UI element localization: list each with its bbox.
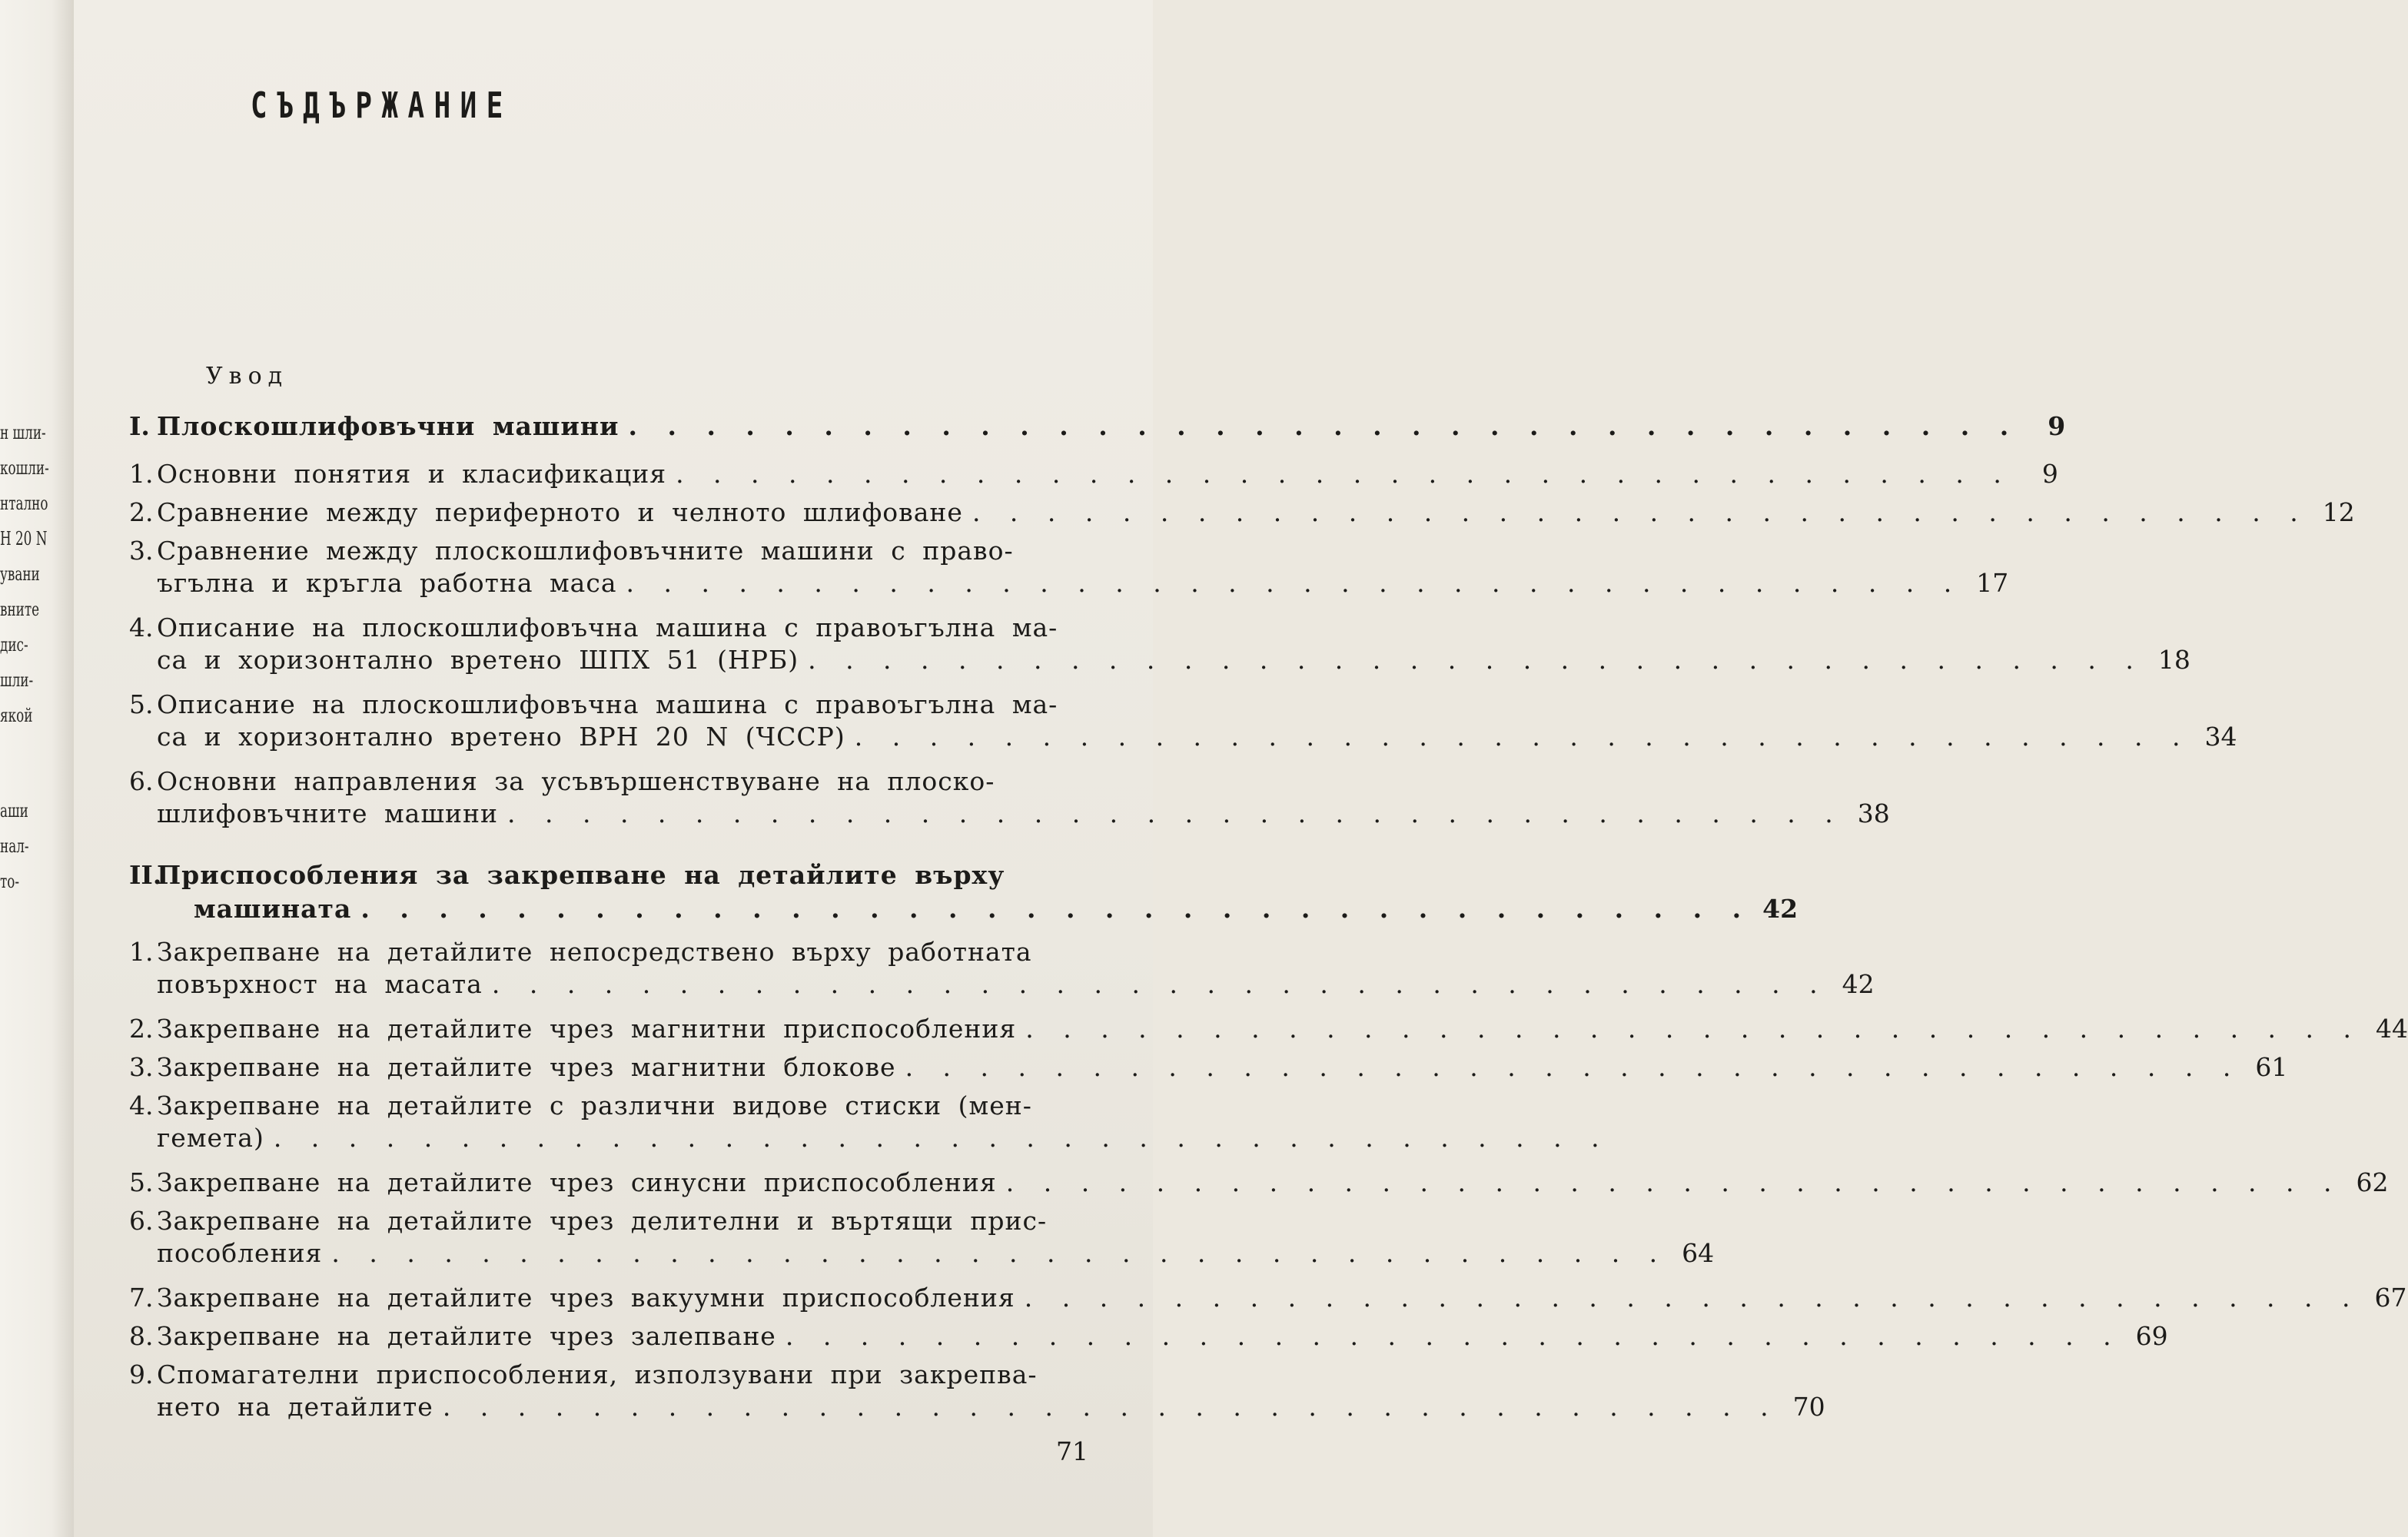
page-number: 62 (2356, 1167, 2389, 1197)
previous-page-fragments (0, 415, 61, 899)
toc-entry (129, 1167, 2389, 1197)
toc-entry (129, 612, 1088, 642)
entry-title: машината (194, 894, 352, 924)
fragment: кошли- (0, 457, 49, 479)
page-number: 64 (1682, 1238, 1715, 1268)
entry-title: Закрепване на детайлите чрез магнитни блокове (157, 1052, 896, 1082)
trailing-page-number (129, 1436, 1088, 1466)
leader-dots: . . . . . . . . . . . . . . . . . . . . . . . . . . . . . . . . . . . . (808, 645, 2144, 675)
fragment: Н 20 N (0, 528, 48, 549)
entry-number: 6. (129, 1206, 154, 1236)
entry-title: пособления (157, 1238, 323, 1268)
toc-entry-continuation (129, 722, 2237, 752)
leader-dots: . . . . . . . . . . . . . . . . . . . . . . . . . . . . . . . . . . . . (972, 497, 2309, 527)
entry-number: 3. (129, 536, 154, 566)
entry-title: Сравнение между плоскошлифовъчните машини с право- (157, 536, 1014, 566)
fragment: нал- (0, 835, 29, 857)
page-number: 18 (2157, 645, 2190, 675)
entry-title: Основни направления за усъвършенствуване на плоско- (157, 766, 995, 796)
entry-title: повърхност на масата (157, 969, 483, 999)
entry-number: 8. (129, 1321, 154, 1351)
toc-entry-continuation (129, 568, 2009, 598)
toc-entry-continuation (129, 969, 1875, 999)
page-number: 61 (2255, 1052, 2288, 1082)
leader-dots: . . . . . . . . . . . . . . . . . . . . . . . . . . . . . . . . . . . . (1005, 1167, 2343, 1197)
entry-title: гемета) (157, 1123, 264, 1153)
entry-number: 5. (129, 689, 154, 719)
page-number: 42 (1762, 894, 1799, 924)
entry-title: Закрепване на детайлите чрез вакуумни приспособления (157, 1283, 1015, 1313)
leader-dots: . . . . . . . . . . . . . . . . . . . . . . . . . . . . . . . . . . . . (331, 1238, 1669, 1268)
entry-number: 7. (129, 1283, 154, 1313)
leader-dots: . . . . . . . . . . . . . . . . . . . . . . . . . . . . . . . . . . . . (854, 722, 2191, 752)
previous-page-gutter (0, 0, 75, 1537)
section-heading-continuation (166, 894, 1799, 924)
toc-entry (129, 1091, 1088, 1120)
entry-number: 4. (129, 1091, 154, 1120)
toc-entry-continuation (129, 1123, 1610, 1153)
page-number: 38 (1857, 798, 1890, 828)
entry-number: 2. (129, 1014, 154, 1044)
fragment: то- (0, 871, 20, 892)
page-number: 42 (1842, 969, 1875, 999)
table-of-contents (74, 0, 2408, 1537)
leader-dots: . . . . . . . . . . . . . . . . . . . . . . . . . . . . . . . . . . . . (360, 894, 1752, 924)
page-number: 9 (2041, 459, 2058, 489)
entry-number: 6. (129, 766, 154, 796)
toc-entry-continuation (129, 798, 1890, 828)
fragment: дис- (0, 634, 28, 656)
entry-title: шлифовъчните машини (157, 798, 498, 828)
contents-page (74, 0, 2408, 1537)
fragment: вните (0, 599, 40, 620)
page-title: СЪДЪРЖАНИЕ (251, 85, 513, 126)
section-heading (129, 411, 2066, 441)
entry-number: 1. (129, 459, 154, 489)
leader-dots: . . . . . . . . . . . . . . . . . . . . . . . . . . . . . . . . . . . . (507, 798, 1844, 828)
page-number: 17 (1976, 568, 2009, 598)
leader-dots: . . . . . . . . . . . . . . . . . . . . . . . . . . . . . . . . . . . . (785, 1321, 2122, 1351)
fragment: аши (0, 800, 28, 822)
leader-dots: . . . . . . . . . . . . . . . . . . . . . . . . . . . . . . . . . . . . (905, 1052, 2242, 1082)
toc-entry (129, 1359, 1088, 1389)
fragment: увани (0, 563, 40, 585)
entry-title: са и хоризонтално вретено ШПХ 51 (НРБ) (157, 645, 799, 675)
entry-number: 5. (129, 1167, 154, 1197)
fragment: нтално (0, 493, 48, 514)
toc-entry (129, 1206, 1088, 1236)
toc-entry (129, 536, 1088, 566)
leader-dots: . . . . . . . . . . . . . . . . . . . . . . . . . . . . . . . . . . . . (676, 459, 2012, 489)
entry-number: 3. (129, 1052, 154, 1082)
page-number: 34 (2204, 722, 2237, 752)
toc-entry (129, 1283, 2407, 1313)
page-number: 71 (1056, 1436, 1088, 1466)
entry-number: I. (129, 411, 150, 441)
page-number: 12 (2322, 497, 2355, 527)
entry-title: Приспособления за закрепване на детайлите върху (157, 860, 1005, 890)
fragment: якой (0, 705, 33, 726)
toc-entry (129, 497, 2355, 527)
entry-number: 9. (129, 1359, 154, 1389)
entry-number: 2. (129, 497, 154, 527)
fragment: н шли- (0, 422, 46, 443)
section-heading (129, 860, 1088, 890)
leader-dots: . . . . . . . . . . . . . . . . . . . . . . . . . . . . . . . . . . . . (273, 1123, 1610, 1153)
page-number: 69 (2135, 1321, 2168, 1351)
toc-entry (129, 689, 1088, 719)
entry-number: 1. (129, 937, 154, 967)
entry-title: ъгълна и кръгла работна маса (157, 568, 617, 598)
leader-dots: . . . . . . . . . . . . . . . . . . . . . . . . . . . . . . . . . . . . (1025, 1014, 2363, 1044)
entry-title: Закрепване на детайлите с различни видове стиски (мен- (157, 1091, 1032, 1120)
entry-title: Сравнение между периферното и челното шлифоване (157, 497, 963, 527)
entry-title: Закрепване на детайлите чрез синусни приспособления (157, 1167, 997, 1197)
toc-entry (129, 937, 1088, 967)
leader-dots: . . . . . . . . . . . . . . . . . . . . . . . . . . . . . . . . . . . . (628, 411, 2020, 441)
leader-dots: . . . . . . . . . . . . . . . . . . . . . . . . . . . . . . . . . . . . (491, 969, 1828, 999)
entry-number: 4. (129, 612, 154, 642)
toc-entry (129, 459, 2058, 489)
entry-title: Закрепване на детайлите чрез залепване (157, 1321, 776, 1351)
entry-title: Закрепване на детайлите непосредствено върху работната (157, 937, 1032, 967)
entry-title: Спомагателни приспособления, използувани при закрепва- (157, 1359, 1038, 1389)
fragment-gap (0, 733, 43, 793)
toc-entry (129, 1052, 2288, 1082)
leader-dots: . . . . . . . . . . . . . . . . . . . . . . . . . . . . . . . . . . . . (1024, 1283, 2361, 1313)
page-number: 9 (2048, 411, 2066, 441)
toc-entry-continuation (129, 645, 2190, 675)
fragment: шли- (0, 669, 34, 691)
entry-title: Закрепване на детайлите чрез делителни и въртящи прис- (157, 1206, 1048, 1236)
leader-dots: . . . . . . . . . . . . . . . . . . . . . . . . . . . . . . . . . . . . (626, 568, 1963, 598)
toc-intro: Увод (206, 363, 289, 390)
entry-title: Плоскошлифовъчни машини (157, 411, 619, 441)
entry-title: Закрепване на детайлите чрез магнитни приспособления (157, 1014, 1017, 1044)
toc-entry (129, 1014, 2408, 1044)
entry-title: нето на детайлите (157, 1392, 433, 1422)
toc-entry (129, 1321, 2168, 1351)
toc-entry (129, 766, 1088, 796)
leader-dots: . . . . . . . . . . . . . . . . . . . . . . . . . . . . . . . . . . . . (442, 1392, 1779, 1422)
entry-title: Основни понятия и класификация (157, 459, 667, 489)
entry-number: II. (129, 860, 162, 890)
toc-entry-continuation (129, 1392, 1825, 1422)
entry-title: Описание на плоскошлифовъчна машина с правоъгълна ма- (157, 689, 1058, 719)
page-number: 70 (1792, 1392, 1825, 1422)
toc-entry-continuation (129, 1238, 1715, 1268)
entry-title: са и хоризонтално вретено BPH 20 N (ЧССР) (157, 722, 845, 752)
page-number: 44 (2376, 1014, 2408, 1044)
entry-title: Описание на плоскошлифовъчна машина с правоъгълна ма- (157, 612, 1058, 642)
page-number: 67 (2374, 1283, 2407, 1313)
